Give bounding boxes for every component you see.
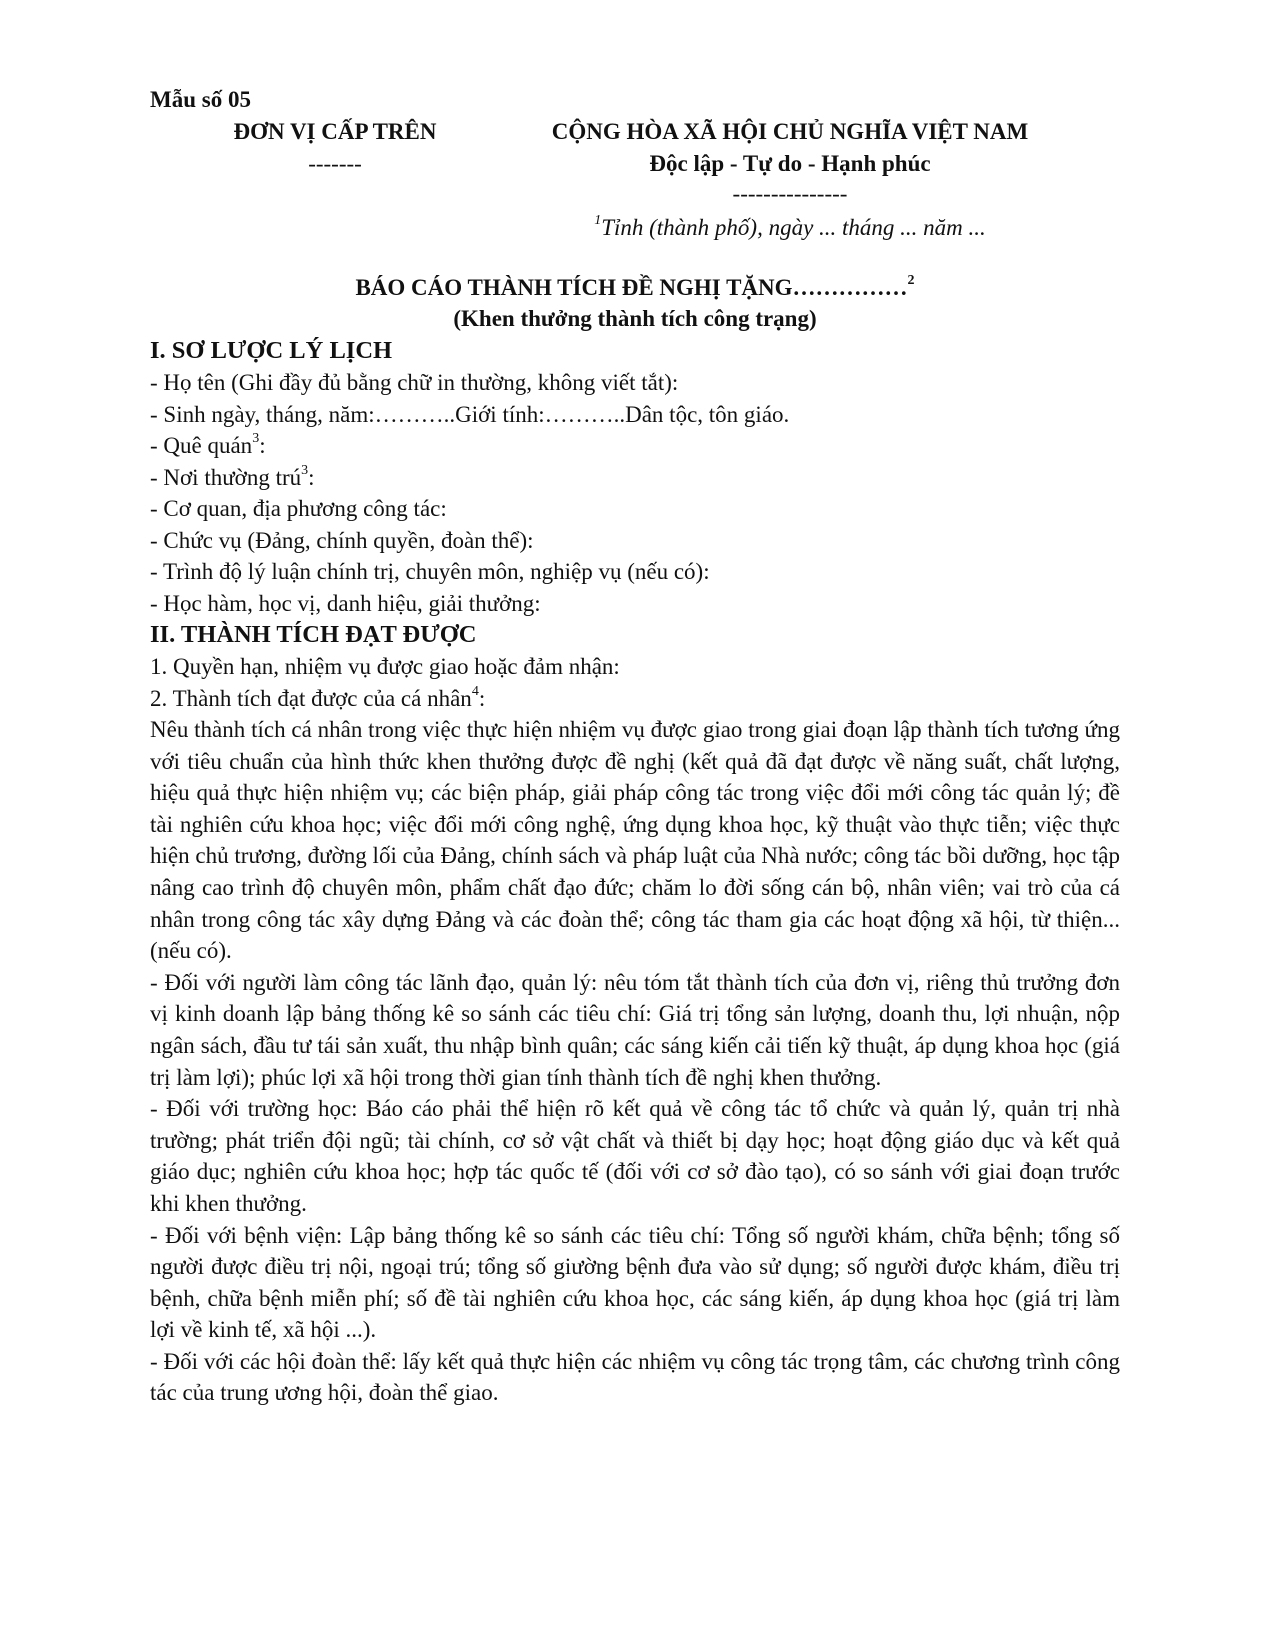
paragraph-individual-achievements: Nêu thành tích cá nhân trong việc thực hiện nhiệm vụ được giao trong giai đoạn lập thành tích tương ứng với tiêu chuẩn của hình thức khen thưởng được đề nghị (kết quả đã đạt được về năng suất, chất lượng, hiệu quả thực hiện nhiệm vụ; các biện pháp, giải pháp công tác trong việc đổi mới công tác quản lý; đề tài nghiên cứu khoa học; việc đổi mới công nghệ, ứng dụng khoa học, kỹ thuật vào thực tiễn; việc thực hiện chủ trương, đường lối của Đảng, chính sách và pháp luật của Nhà nước; công tác bồi dưỡng, học tập nâng cao trình độ chuyên môn, phẩm chất đạo đức; chăm lo đời sống cán bộ, nhân viên; vai trò của cá nhân trong công tác xây dựng Đảng và các đoàn thể; công tác tham gia các hoạt động xã hội, từ thiện...(nếu có). — [150, 717, 1120, 964]
date-text: Tỉnh (thành phố), ngày ... tháng ... năm ... — [601, 215, 986, 240]
section-heading-achievements: II. THÀNH TÍCH ĐẠT ĐƯỢC — [150, 621, 477, 648]
country-name: CỘNG HÒA XÃ HỘI CHỦ NGHĨA VIỆT NAM — [551, 119, 1029, 144]
section-heading-biography: I. SƠ LƯỢC LÝ LỊCH — [150, 337, 393, 364]
document-page — [150, 84, 1120, 1409]
field-label: - Quê quán — [150, 433, 253, 458]
field-residence: - Nơi thường trú$^3$: — [150, 462, 315, 490]
form-number: Mẫu số 05 — [150, 87, 251, 112]
field-degree-awards: - Học hàm, học vị, danh hiệu, giải thưởng: — [150, 590, 541, 616]
footnote-ref: 3 — [252, 431, 260, 447]
document-header — [150, 116, 1120, 240]
footnote-ref: 4 — [471, 683, 479, 699]
paragraph-hospitals: - Đối với bệnh viện: Lập bảng thống kê so sánh các tiêu chí: Tổng số người khám, chữa bệnh; tổng số người được điều trị nội, ngoại trú; tổng số giường bệnh đưa vào sử dụng; số người được khám, điều trị bệnh, chữa bệnh miễn phí; số đề tài nghiên cứu khoa học, các sáng kiến, áp dụng khoa học (giá trị làm lợi về kinh tế, xã hội ...). — [150, 1222, 1120, 1343]
paragraph-leaders: - Đối với người làm công tác lãnh đạo, quản lý: nêu tóm tắt thành tích của đơn vị, riêng thủ trưởng đơn vị kinh doanh lập bảng thống kê so sánh các tiêu chí: Giá trị tổng sản lượng, doanh thu, lợi nhuận, nộp ngân sách, đầu tư tái sản xuất, thu nhập bình quân; các sáng kiến cải tiến kỹ thuật, áp dụng khoa học (giá trị làm lợi); phúc lợi xã hội trong thời gian tính thành tích đề nghị khen thưởng. — [150, 969, 1120, 1090]
right-separator: --------------- — [732, 181, 848, 206]
document-title — [150, 272, 1120, 303]
item-achievements: 2. Thành tích đạt được của cá nhân$^4$: — [150, 683, 486, 711]
date-line — [490, 212, 1090, 244]
national-motto: Độc lập - Tự do - Hạnh phúc — [649, 151, 931, 176]
item-duties: 1. Quyền hạn, nhiệm vụ được giao hoặc đảm nhận: — [150, 654, 620, 679]
paragraph-associations: - Đối với các hội đoàn thể: lấy kết quả thực hiện các nhiệm vụ công tác trọng tâm, các chương trình công tác của trung ương hội, đoàn thể giao. — [150, 1348, 1120, 1406]
paragraph-schools: - Đối với trường học: Báo cáo phải thể hiện rõ kết quả về công tác tổ chức và quản lý, quản trị nhà trường; phát triển đội ngũ; tài chính, cơ sở vật chất và thiết bị dạy học; hoạt động giáo dục và kết quả giáo dục; nghiên cứu khoa học; hợp tác quốc tế (đối với cơ sở đào tạo), có so sánh với giai đoạn trước khi khen thưởng. — [150, 1096, 1120, 1216]
footnote-ref: 3 — [301, 462, 309, 478]
field-hometown: - Quê quán$^3$: — [150, 431, 266, 458]
item-label: 2. Thành tích đạt được của cá nhân — [150, 685, 472, 711]
field-position: - Chức vụ (Đảng, chính quyền, đoàn thể): — [150, 527, 534, 553]
issuing-organization: ĐƠN VỊ CẤP TRÊN — [233, 119, 437, 144]
field-workplace: - Cơ quan, địa phương công tác: — [150, 496, 447, 521]
field-label: - Nơi thường trú — [150, 464, 302, 490]
field-education: - Trình độ lý luận chính trị, chuyên môn, nghiệp vụ (nếu có): — [150, 559, 710, 584]
document-subtitle: (Khen thưởng thành tích công trạng) — [453, 306, 817, 331]
field-full-name: - Họ tên (Ghi đầy đủ bằng chữ in thường, không viết tắt): — [150, 370, 679, 395]
footnote-ref: 1 — [594, 213, 602, 229]
footnote-ref: 2 — [907, 273, 915, 289]
title-text: BÁO CÁO THÀNH TÍCH ĐỀ NGHỊ TẶNG…………… — [355, 275, 908, 300]
field-birth-gender-ethnicity: - Sinh ngày, tháng, năm:………..Giới tính:………..Dân tộc, tôn giáo. — [150, 401, 790, 427]
left-separator: ------- — [308, 151, 362, 176]
